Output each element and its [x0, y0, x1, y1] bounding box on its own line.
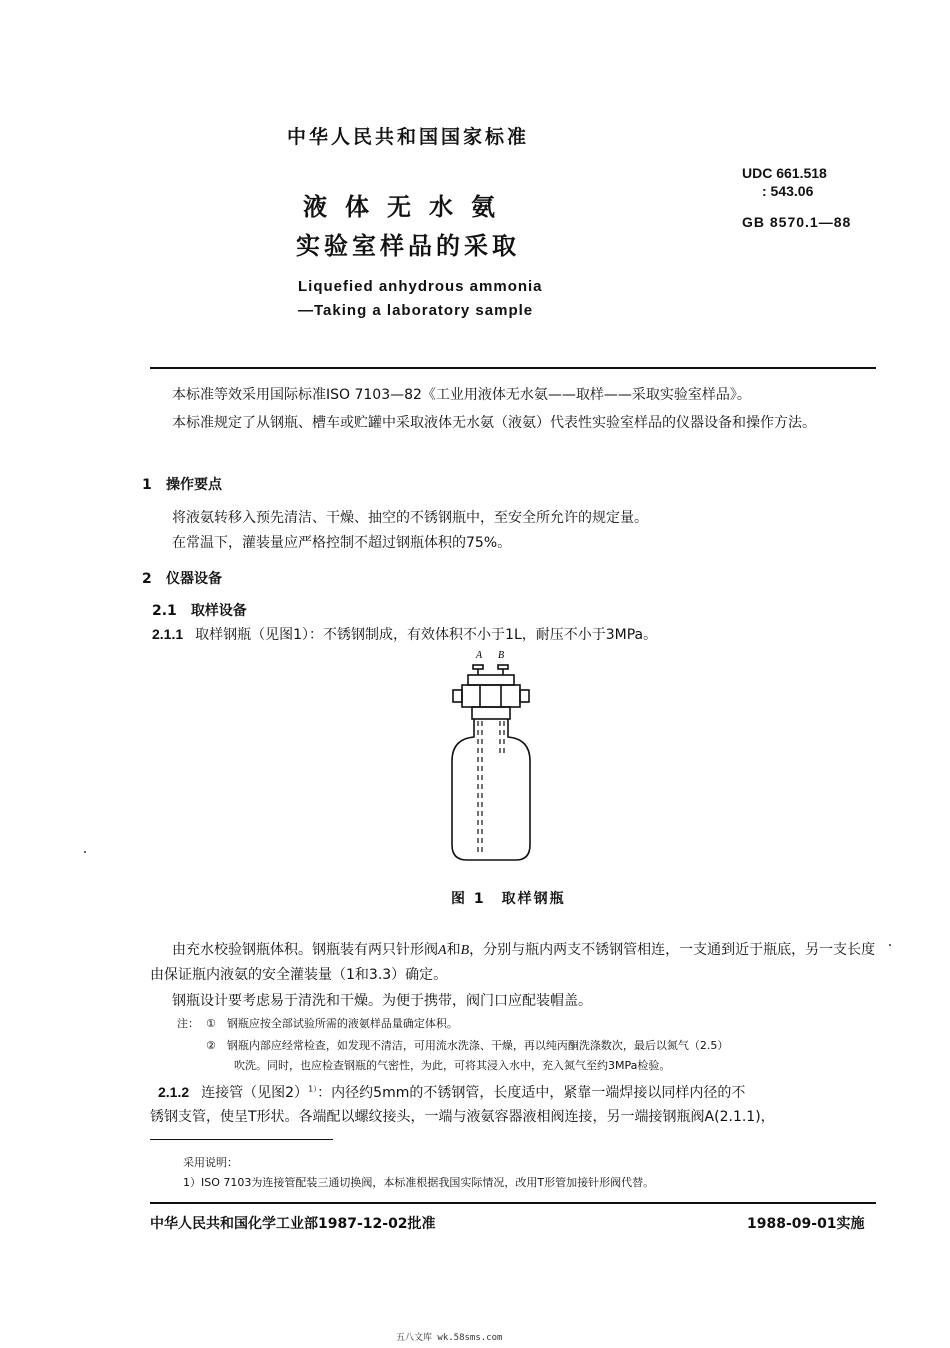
udc-code [742, 164, 827, 200]
subsection-title: 取样设备 [190, 603, 247, 619]
title-line-2: 实验室样品的采取 [296, 232, 520, 260]
english-title-line-2: —Taking a laboratory sample [298, 302, 534, 319]
section-number: 1 [142, 477, 152, 493]
clause-number: 2.1.2 [158, 1084, 190, 1100]
footnote-label: 采用说明： [183, 1156, 238, 1169]
cylinder-design-paragraph: 钢瓶设计要考虑易于清洗和干燥。为便于携带，阀门口应配装帽盖。 [172, 993, 592, 1009]
figure-caption: 图 1 取样钢瓶 [451, 891, 566, 907]
note-1: ① 钢瓶应按全部试验所需的液氨样品量确定体积。 [206, 1017, 458, 1030]
title-line-1: 液体无水氨 [303, 193, 513, 221]
cylinder-diagram [440, 645, 550, 870]
valve-label-a: A [476, 650, 483, 661]
footnote-divider [150, 1139, 333, 1140]
text-run: 由充水校验钢瓶体积。钢瓶装有两只针形阀 [172, 942, 438, 958]
valve-b-handle [498, 665, 508, 669]
approval-date: 中华人民共和国化学工业部1987-12-02批准 [150, 1216, 436, 1232]
note-2-line-1: ② 钢瓶内部应经常检查，如发现不清洁，可用流水洗涤、干燥，再以纯丙酮洗涤数次，最后以氮气（2.5） [206, 1039, 729, 1052]
watermark: 五八文库 wk.58sms.com [396, 1333, 503, 1343]
valve-block [462, 685, 520, 707]
section-title: 仪器设备 [166, 571, 222, 587]
footer-divider [150, 1202, 876, 1204]
clause-text-cont: ：内径约5mm的不锈钢管，长度适中，紧靠一端焊接以同样内径的不 [317, 1085, 746, 1101]
text-run: 和 [446, 942, 461, 958]
intro-paragraph-1: 本标准等效采用国际标准ISO 7103—82《工业用液体无水氨——取样——采取实验室样品》。 [172, 387, 751, 403]
section-number: 2 [142, 571, 152, 587]
cylinder-description-paragraph [150, 938, 882, 988]
clause-2-1-2 [158, 1082, 745, 1102]
cylinder-body [452, 719, 530, 860]
effective-date: 1988-09-01实施 [747, 1216, 865, 1232]
section-1-paragraph-2: 在常温下，灌装量应严格控制不超过钢瓶体积的75%。 [172, 535, 512, 551]
valve-ref-b: B [460, 943, 470, 958]
clause-2-1-1 [152, 624, 657, 644]
scan-speck [84, 851, 86, 853]
clause-number: 2.1.1 [152, 626, 184, 642]
header-divider [150, 367, 876, 369]
udc-line-2: : 543.06 [762, 183, 814, 199]
valve-a-handle [473, 665, 483, 669]
clause-text: 取样钢瓶（见图1）：不锈钢制成，有效体积不小于1L，耐压不小于3MPa。 [195, 627, 658, 643]
text-run: ，分别与瓶内两支不锈钢管相连，一支通到近于瓶底，另一支长度由保证瓶内液氨的安全灌装量（1和3.3）确定。 [150, 942, 876, 983]
english-title-line-1: Liquefied anhydrous ammonia [298, 278, 543, 295]
section-1-heading [142, 474, 222, 494]
note-label: 注： [177, 1017, 199, 1030]
intro-paragraph-2: 本标准规定了从钢瓶、槽车或贮罐中采取液体无水氨（液氨）代表性实验室样品的仪器设备和操作方法。 [172, 415, 816, 431]
scan-speck [889, 944, 891, 946]
section-2-heading [142, 568, 222, 588]
clause-2-1-2-line-2: 锈钢支管，使呈T形状。各端配以螺纹接头，一端与液氨容器液相阀连接，另一端接钢瓶阀A(2.1.1)， [150, 1109, 775, 1125]
section-1-paragraph-1: 将液氨转移入预先清洁、干燥、抽空的不锈钢瓶中，至安全所允许的规定量。 [172, 510, 648, 526]
section-title: 操作要点 [166, 477, 222, 493]
udc-line-1: UDC 661.518 [742, 165, 827, 181]
valve-ref-a: A [438, 943, 447, 958]
gb-number: GB 8570.1—88 [742, 214, 852, 230]
subsection-number: 2.1 [152, 603, 177, 619]
standard-name: 中华人民共和国国家标准 [287, 126, 530, 148]
footnote-1: 1）ISO 7103为连接管配装三通切换阀，本标准根据我国实际情况，改用T形管加接针形阀代替。 [183, 1176, 655, 1189]
clause-text: 连接管（见图2） [201, 1085, 309, 1101]
figure-sampling-cylinder [440, 645, 550, 874]
note-2-line-2: 吹洗。同时，也应检查钢瓶的气密性，为此，可将其浸入水中，充入氮气至约3MPa检验。 [234, 1059, 671, 1072]
valve-label-b: B [498, 650, 505, 661]
footnote-ref: 1） [308, 1084, 318, 1094]
subsection-2-1-heading [152, 600, 247, 620]
